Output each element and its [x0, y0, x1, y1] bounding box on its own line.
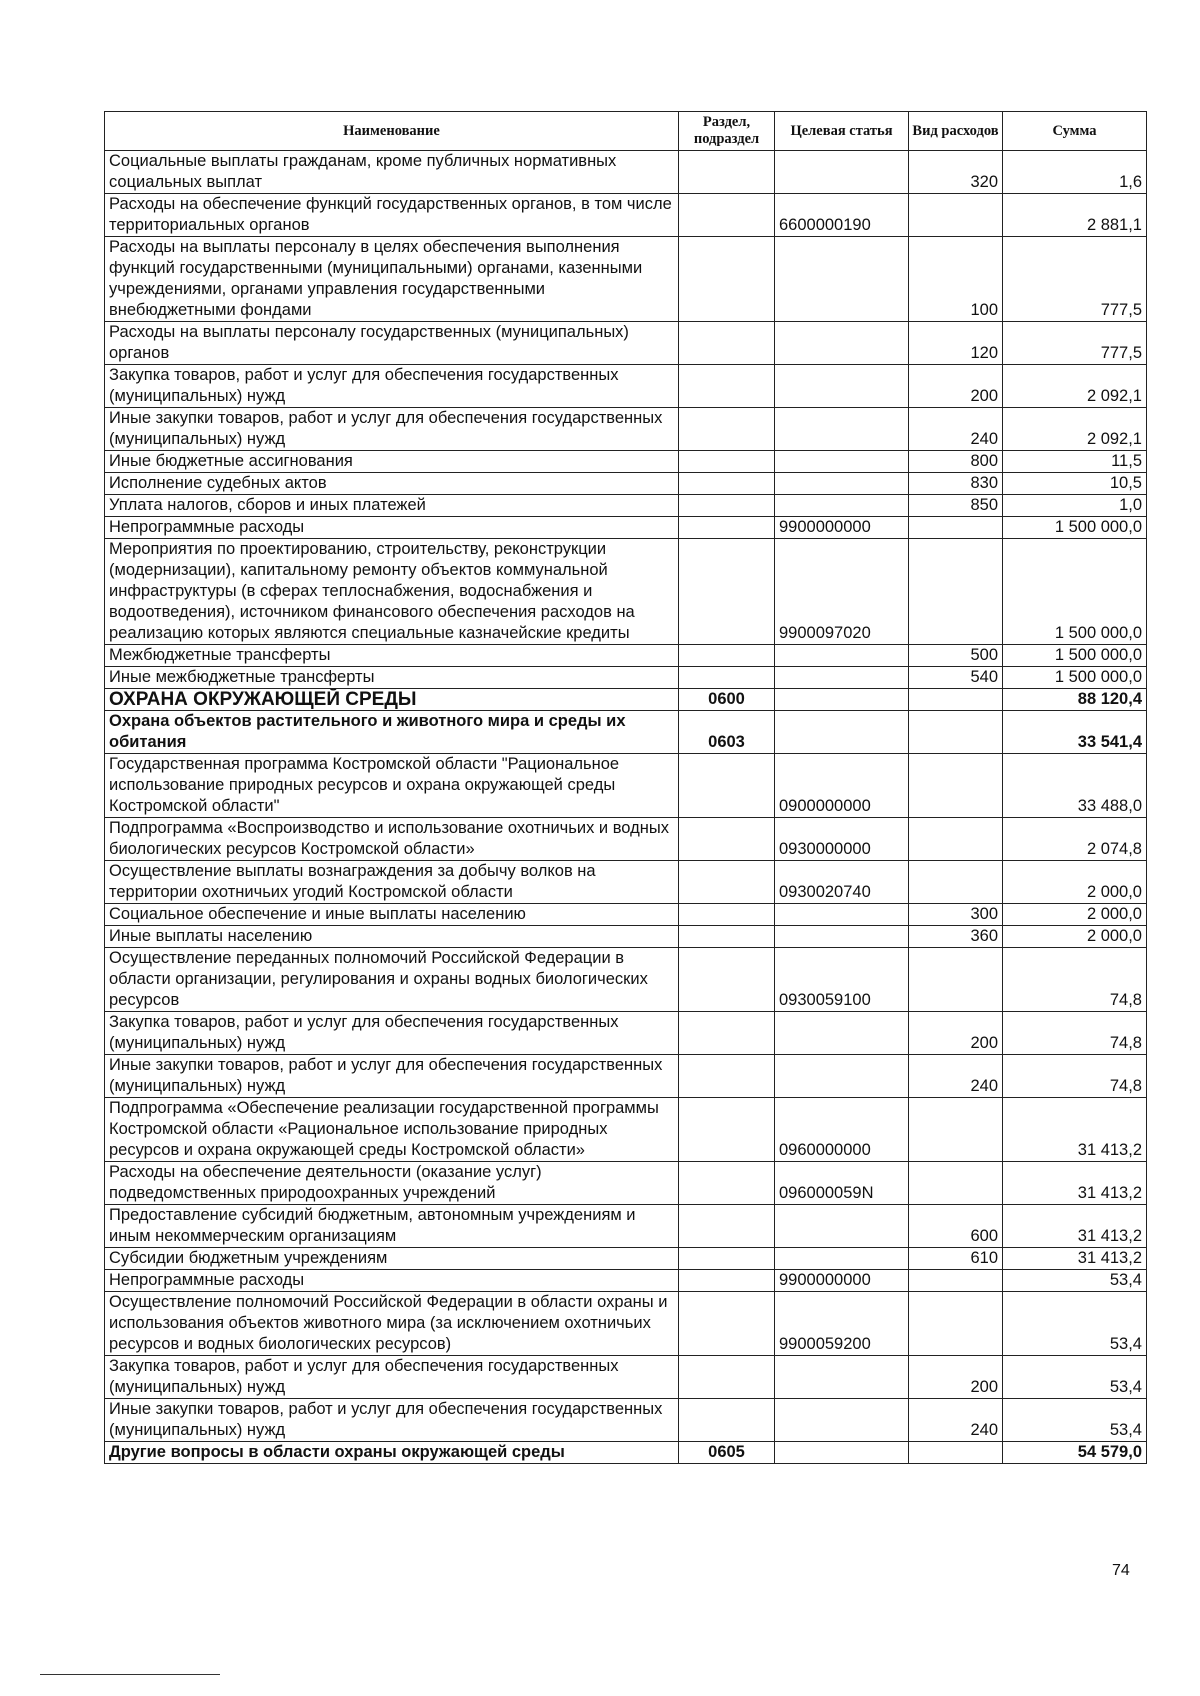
document-page — [104, 111, 1146, 1464]
cell-razdel — [679, 1162, 775, 1205]
cell-sum: 53,4 — [1003, 1356, 1147, 1399]
cell-razdel — [679, 322, 775, 365]
cell-vid: 240 — [909, 1055, 1003, 1098]
cell-vid: 200 — [909, 365, 1003, 408]
cell-name: Непрограммные расходы — [105, 517, 679, 539]
cell-target: 9900059200 — [775, 1292, 909, 1356]
cell-razdel — [679, 1270, 775, 1292]
cell-razdel: 0600 — [679, 689, 775, 711]
cell-sum: 88 120,4 — [1003, 689, 1147, 711]
cell-razdel — [679, 926, 775, 948]
cell-name: Расходы на выплаты персоналу в целях обеспечения выполнения функций государственными (муниципальными) органами, казенными учреждениями, органами управления государственными внебюджетными фондами — [105, 237, 679, 322]
cell-target — [775, 926, 909, 948]
cell-razdel — [679, 539, 775, 645]
cell-sum: 10,5 — [1003, 473, 1147, 495]
table-row — [105, 1399, 1147, 1442]
cell-target: 0900000000 — [775, 754, 909, 818]
cell-razdel — [679, 1248, 775, 1270]
page-number: 74 — [1112, 1562, 1130, 1579]
table-row — [105, 861, 1147, 904]
cell-name: Охрана объектов растительного и животного мира и среды их обитания — [105, 711, 679, 754]
cell-sum: 1 500 000,0 — [1003, 539, 1147, 645]
cell-vid — [909, 1442, 1003, 1464]
cell-razdel: 0603 — [679, 711, 775, 754]
cell-sum: 31 413,2 — [1003, 1098, 1147, 1162]
cell-name: Иные закупки товаров, работ и услуг для обеспечения государственных (муниципальных) нужд — [105, 1055, 679, 1098]
table-row — [105, 237, 1147, 322]
header-target: Целевая статья — [775, 112, 909, 151]
cell-target — [775, 1399, 909, 1442]
cell-razdel — [679, 1098, 775, 1162]
cell-sum: 74,8 — [1003, 1055, 1147, 1098]
cell-vid — [909, 1098, 1003, 1162]
cell-target — [775, 1012, 909, 1055]
cell-target — [775, 1055, 909, 1098]
cell-target — [775, 667, 909, 689]
cell-vid: 200 — [909, 1012, 1003, 1055]
cell-name: Предоставление субсидий бюджетным, автономным учреждениям и иным некоммерческим организациям — [105, 1205, 679, 1248]
cell-sum: 2 074,8 — [1003, 818, 1147, 861]
cell-razdel — [679, 365, 775, 408]
cell-target — [775, 365, 909, 408]
cell-vid: 800 — [909, 451, 1003, 473]
cell-vid: 240 — [909, 408, 1003, 451]
cell-razdel — [679, 237, 775, 322]
cell-vid: 200 — [909, 1356, 1003, 1399]
cell-razdel — [679, 1356, 775, 1399]
cell-vid — [909, 711, 1003, 754]
cell-name: Расходы на выплаты персоналу государственных (муниципальных) органов — [105, 322, 679, 365]
cell-razdel — [679, 194, 775, 237]
cell-target: 6600000190 — [775, 194, 909, 237]
cell-razdel — [679, 645, 775, 667]
table-row — [105, 473, 1147, 495]
cell-sum: 74,8 — [1003, 1012, 1147, 1055]
cell-sum: 53,4 — [1003, 1292, 1147, 1356]
cell-sum: 2 000,0 — [1003, 861, 1147, 904]
table-row — [105, 322, 1147, 365]
cell-vid: 360 — [909, 926, 1003, 948]
table-row — [105, 818, 1147, 861]
table-row — [105, 151, 1147, 194]
cell-razdel — [679, 473, 775, 495]
cell-name: Другие вопросы в области охраны окружающей среды — [105, 1442, 679, 1464]
cell-vid — [909, 194, 1003, 237]
cell-vid — [909, 1270, 1003, 1292]
cell-razdel — [679, 517, 775, 539]
table-row — [105, 539, 1147, 645]
cell-name: Исполнение судебных актов — [105, 473, 679, 495]
cell-target — [775, 645, 909, 667]
cell-vid: 300 — [909, 904, 1003, 926]
budget-table — [104, 111, 1147, 1464]
cell-razdel — [679, 1055, 775, 1098]
cell-name: Государственная программа Костромской области "Рациональное использование природных ресурсов и охрана окружающей среды Костромской области" — [105, 754, 679, 818]
cell-name: Непрограммные расходы — [105, 1270, 679, 1292]
table-row — [105, 1098, 1147, 1162]
cell-name: Закупка товаров, работ и услуг для обеспечения государственных (муниципальных) нужд — [105, 1356, 679, 1399]
cell-sum: 2 000,0 — [1003, 926, 1147, 948]
table-row — [105, 1292, 1147, 1356]
cell-target: 9900000000 — [775, 1270, 909, 1292]
cell-target: 0960000000 — [775, 1098, 909, 1162]
cell-sum: 2 881,1 — [1003, 194, 1147, 237]
table-row — [105, 194, 1147, 237]
cell-sum: 31 413,2 — [1003, 1162, 1147, 1205]
cell-razdel: 0605 — [679, 1442, 775, 1464]
cell-sum: 53,4 — [1003, 1270, 1147, 1292]
cell-vid: 100 — [909, 237, 1003, 322]
cell-razdel — [679, 151, 775, 194]
cell-razdel — [679, 1292, 775, 1356]
cell-target — [775, 408, 909, 451]
cell-sum: 11,5 — [1003, 451, 1147, 473]
cell-razdel — [679, 1399, 775, 1442]
cell-name: Закупка товаров, работ и услуг для обеспечения государственных (муниципальных) нужд — [105, 365, 679, 408]
table-row — [105, 495, 1147, 517]
table-row — [105, 365, 1147, 408]
cell-name: ОХРАНА ОКРУЖАЮЩЕЙ СРЕДЫ — [105, 689, 679, 711]
cell-target — [775, 1442, 909, 1464]
footnote-rule — [40, 1674, 220, 1675]
cell-target — [775, 904, 909, 926]
cell-sum: 1 500 000,0 — [1003, 517, 1147, 539]
cell-sum: 2 092,1 — [1003, 408, 1147, 451]
cell-vid: 830 — [909, 473, 1003, 495]
cell-target: 9900097020 — [775, 539, 909, 645]
cell-vid — [909, 517, 1003, 539]
cell-target — [775, 151, 909, 194]
cell-vid — [909, 818, 1003, 861]
cell-target — [775, 1356, 909, 1399]
cell-razdel — [679, 861, 775, 904]
cell-razdel — [679, 904, 775, 926]
cell-name: Социальное обеспечение и иные выплаты населению — [105, 904, 679, 926]
cell-vid — [909, 539, 1003, 645]
table-row — [105, 408, 1147, 451]
table-header-row — [105, 112, 1147, 151]
cell-name: Подпрограмма «Воспроизводство и использование охотничьих и водных биологических ресурсов Костромской области» — [105, 818, 679, 861]
table-row — [105, 1162, 1147, 1205]
cell-target — [775, 473, 909, 495]
header-razdel: Раздел, подраздел — [679, 112, 775, 151]
cell-sum: 777,5 — [1003, 322, 1147, 365]
cell-name: Межбюджетные трансферты — [105, 645, 679, 667]
cell-target: 096000059N — [775, 1162, 909, 1205]
cell-razdel — [679, 1012, 775, 1055]
cell-target — [775, 495, 909, 517]
cell-razdel — [679, 948, 775, 1012]
cell-sum: 33 541,4 — [1003, 711, 1147, 754]
cell-vid: 540 — [909, 667, 1003, 689]
cell-target: 9900000000 — [775, 517, 909, 539]
cell-name: Расходы на обеспечение функций государственных органов, в том числе территориальных органов — [105, 194, 679, 237]
cell-vid — [909, 754, 1003, 818]
cell-sum: 31 413,2 — [1003, 1205, 1147, 1248]
table-body — [105, 151, 1147, 1464]
cell-vid — [909, 1292, 1003, 1356]
cell-vid: 500 — [909, 645, 1003, 667]
cell-razdel — [679, 667, 775, 689]
cell-vid: 610 — [909, 1248, 1003, 1270]
cell-vid — [909, 948, 1003, 1012]
cell-name: Осуществление полномочий Российской Федерации в области охраны и использования объектов животного мира (за исключением охотничьих ресурсов и водных биологических ресурсов) — [105, 1292, 679, 1356]
cell-sum: 2 092,1 — [1003, 365, 1147, 408]
cell-sum: 1,6 — [1003, 151, 1147, 194]
cell-target — [775, 711, 909, 754]
table-row — [105, 451, 1147, 473]
cell-sum: 74,8 — [1003, 948, 1147, 1012]
cell-name: Закупка товаров, работ и услуг для обеспечения государственных (муниципальных) нужд — [105, 1012, 679, 1055]
table-row — [105, 1248, 1147, 1270]
table-row — [105, 754, 1147, 818]
cell-sum: 1,0 — [1003, 495, 1147, 517]
cell-name: Социальные выплаты гражданам, кроме публичных нормативных социальных выплат — [105, 151, 679, 194]
table-row — [105, 1012, 1147, 1055]
cell-razdel — [679, 818, 775, 861]
cell-target: 0930059100 — [775, 948, 909, 1012]
cell-razdel — [679, 451, 775, 473]
cell-razdel — [679, 754, 775, 818]
cell-name: Подпрограмма «Обеспечение реализации государственной программы Костромской области «Рациональное использование природных ресурсов и охрана окружающей среды Костромской области» — [105, 1098, 679, 1162]
cell-name: Уплата налогов, сборов и иных платежей — [105, 495, 679, 517]
cell-vid: 600 — [909, 1205, 1003, 1248]
cell-name: Иные закупки товаров, работ и услуг для обеспечения государственных (муниципальных) нужд — [105, 1399, 679, 1442]
cell-vid: 850 — [909, 495, 1003, 517]
table-row — [105, 1442, 1147, 1464]
table-row — [105, 711, 1147, 754]
table-row — [105, 1356, 1147, 1399]
cell-razdel — [679, 495, 775, 517]
table-row — [105, 1205, 1147, 1248]
cell-target: 0930020740 — [775, 861, 909, 904]
cell-vid: 240 — [909, 1399, 1003, 1442]
cell-vid — [909, 1162, 1003, 1205]
cell-sum: 1 500 000,0 — [1003, 667, 1147, 689]
cell-target — [775, 237, 909, 322]
cell-name: Иные межбюджетные трансферты — [105, 667, 679, 689]
table-row — [105, 904, 1147, 926]
table-row — [105, 667, 1147, 689]
cell-vid — [909, 861, 1003, 904]
cell-name: Расходы на обеспечение деятельности (оказание услуг) подведомственных природоохранных учреждений — [105, 1162, 679, 1205]
table-row — [105, 1270, 1147, 1292]
cell-sum: 31 413,2 — [1003, 1248, 1147, 1270]
cell-name: Мероприятия по проектированию, строительству, реконструкции (модернизации), капитальному ремонту объектов коммунальной инфраструктуры (в сферах теплоснабжения, водоснабжения и водоотведения), источником финансового обеспечения расходов на реализацию которых являются специальные казначейские кредиты — [105, 539, 679, 645]
cell-sum: 53,4 — [1003, 1399, 1147, 1442]
cell-name: Осуществление выплаты вознаграждения за добычу волков на территории охотничьих угодий Костромской области — [105, 861, 679, 904]
header-vid: Вид расходов — [909, 112, 1003, 151]
cell-sum: 2 000,0 — [1003, 904, 1147, 926]
table-row — [105, 517, 1147, 539]
cell-target — [775, 322, 909, 365]
cell-target — [775, 689, 909, 711]
cell-razdel — [679, 408, 775, 451]
table-row — [105, 689, 1147, 711]
table-row — [105, 926, 1147, 948]
cell-target — [775, 451, 909, 473]
cell-vid: 320 — [909, 151, 1003, 194]
cell-name: Осуществление переданных полномочий Российской Федерации в области организации, регулирования и охраны водных биологических ресурсов — [105, 948, 679, 1012]
header-name: Наименование — [105, 112, 679, 151]
cell-name: Субсидии бюджетным учреждениям — [105, 1248, 679, 1270]
table-row — [105, 645, 1147, 667]
table-row — [105, 948, 1147, 1012]
cell-vid — [909, 689, 1003, 711]
cell-name: Иные бюджетные ассигнования — [105, 451, 679, 473]
cell-name: Иные закупки товаров, работ и услуг для обеспечения государственных (муниципальных) нужд — [105, 408, 679, 451]
cell-target: 0930000000 — [775, 818, 909, 861]
cell-name: Иные выплаты населению — [105, 926, 679, 948]
cell-razdel — [679, 1205, 775, 1248]
table-row — [105, 1055, 1147, 1098]
cell-sum: 777,5 — [1003, 237, 1147, 322]
cell-vid: 120 — [909, 322, 1003, 365]
cell-sum: 54 579,0 — [1003, 1442, 1147, 1464]
cell-target — [775, 1205, 909, 1248]
cell-sum: 1 500 000,0 — [1003, 645, 1147, 667]
header-sum: Сумма — [1003, 112, 1147, 151]
cell-sum: 33 488,0 — [1003, 754, 1147, 818]
cell-target — [775, 1248, 909, 1270]
